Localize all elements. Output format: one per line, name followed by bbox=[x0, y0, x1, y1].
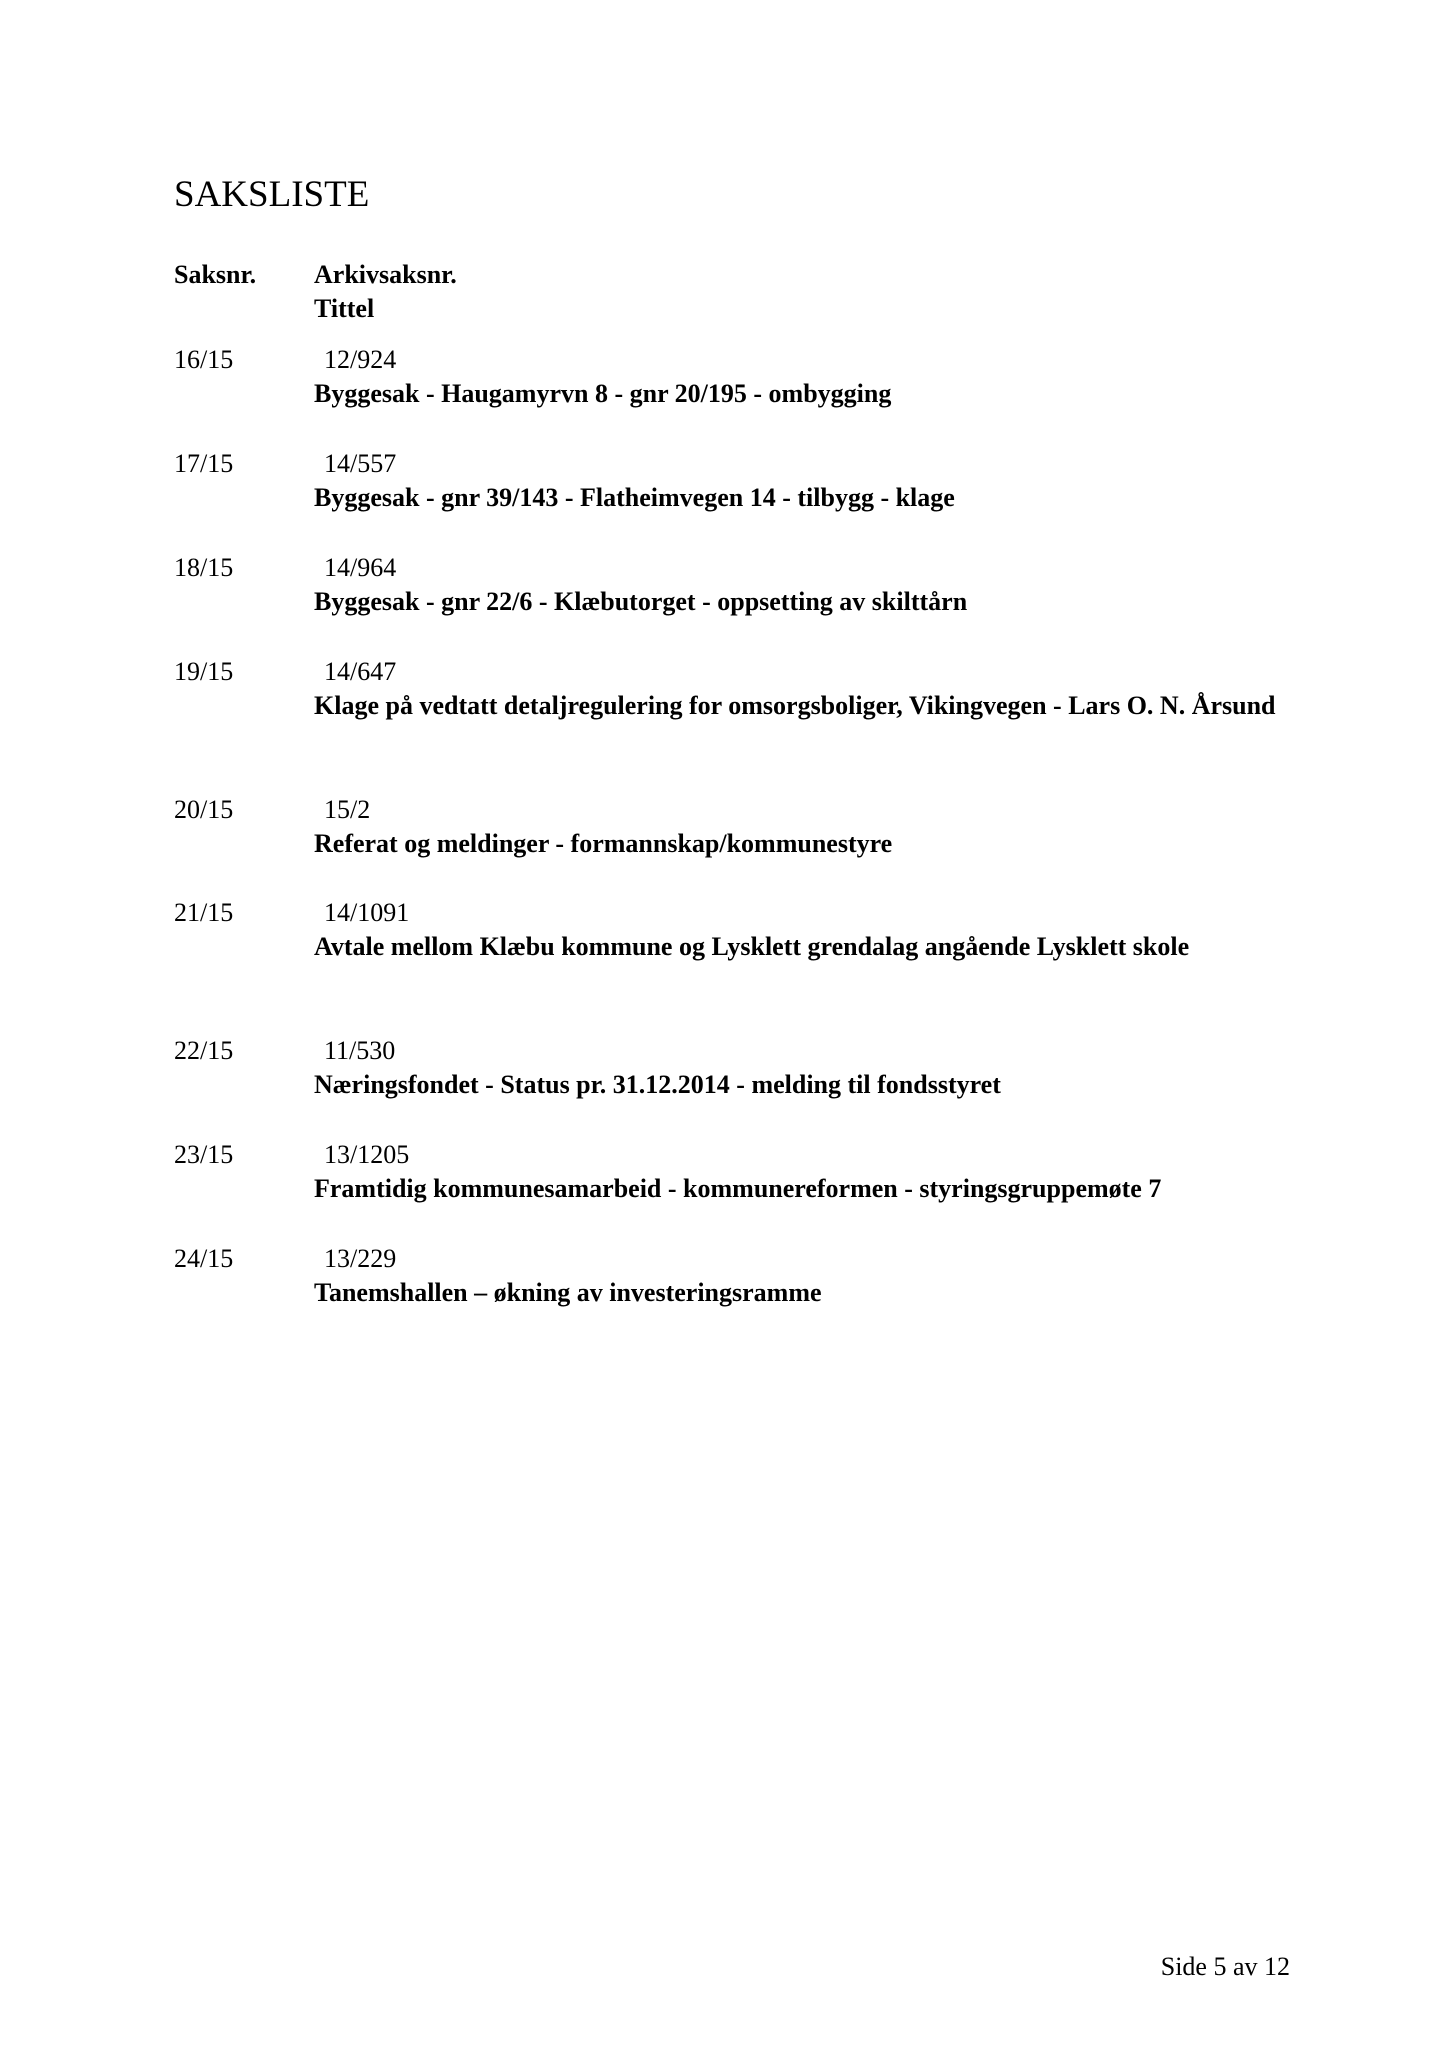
case-title: Byggesak - gnr 39/143 - Flatheimvegen 14 - tilbygg - klage bbox=[314, 483, 955, 512]
case-saksnr: 21/15 bbox=[174, 898, 234, 927]
case-title: Framtidig kommunesamarbeid - kommunereformen - styringsgruppemøte 7 bbox=[314, 1174, 1162, 1203]
page-number: Side 5 av 12 bbox=[1160, 1952, 1290, 1981]
case-saksnr: 17/15 bbox=[174, 449, 234, 478]
case-saksnr: 22/15 bbox=[174, 1036, 234, 1065]
case-saksnr: 16/15 bbox=[174, 345, 234, 374]
case-arkivsaksnr: 13/1205 bbox=[324, 1140, 410, 1169]
page-footer bbox=[1161, 1950, 1290, 1984]
page-title: SAKSLISTE bbox=[174, 174, 370, 215]
header-saksnr: Saksnr. bbox=[174, 260, 257, 289]
case-saksnr: 19/15 bbox=[174, 657, 234, 686]
header-tittel: Tittel bbox=[314, 294, 375, 323]
case-arkivsaksnr: 12/924 bbox=[324, 345, 397, 374]
case-arkivsaksnr: 15/2 bbox=[324, 795, 371, 824]
case-title: Tanemshallen – økning av investeringsramme bbox=[314, 1278, 822, 1307]
case-title: Avtale mellom Klæbu kommune og Lysklett grendalag angående Lysklett skole bbox=[314, 932, 1190, 961]
case-title: Næringsfondet - Status pr. 31.12.2014 - melding til fondsstyret bbox=[314, 1070, 1001, 1099]
case-title: Byggesak - gnr 22/6 - Klæbutorget - oppsetting av skilttårn bbox=[314, 587, 968, 616]
case-arkivsaksnr: 11/530 bbox=[324, 1036, 396, 1065]
case-arkivsaksnr: 14/647 bbox=[324, 657, 397, 686]
case-arkivsaksnr: 14/557 bbox=[324, 449, 397, 478]
case-title: Referat og meldinger - formannskap/kommunestyre bbox=[314, 829, 893, 858]
case-saksnr: 18/15 bbox=[174, 553, 234, 582]
header-arkivsaksnr: Arkivsaksnr. bbox=[314, 260, 457, 289]
case-saksnr: 24/15 bbox=[174, 1244, 234, 1273]
case-title: Klage på vedtatt detaljregulering for omsorgsboliger, Vikingvegen - Lars O. N. Årsund bbox=[314, 691, 1276, 720]
case-saksnr: 23/15 bbox=[174, 1140, 234, 1169]
case-saksnr: 20/15 bbox=[174, 795, 234, 824]
case-arkivsaksnr: 14/1091 bbox=[324, 898, 410, 927]
case-arkivsaksnr: 13/229 bbox=[324, 1244, 397, 1273]
case-title: Byggesak - Haugamyrvn 8 - gnr 20/195 - ombygging bbox=[314, 379, 892, 408]
case-arkivsaksnr: 14/964 bbox=[324, 553, 397, 582]
